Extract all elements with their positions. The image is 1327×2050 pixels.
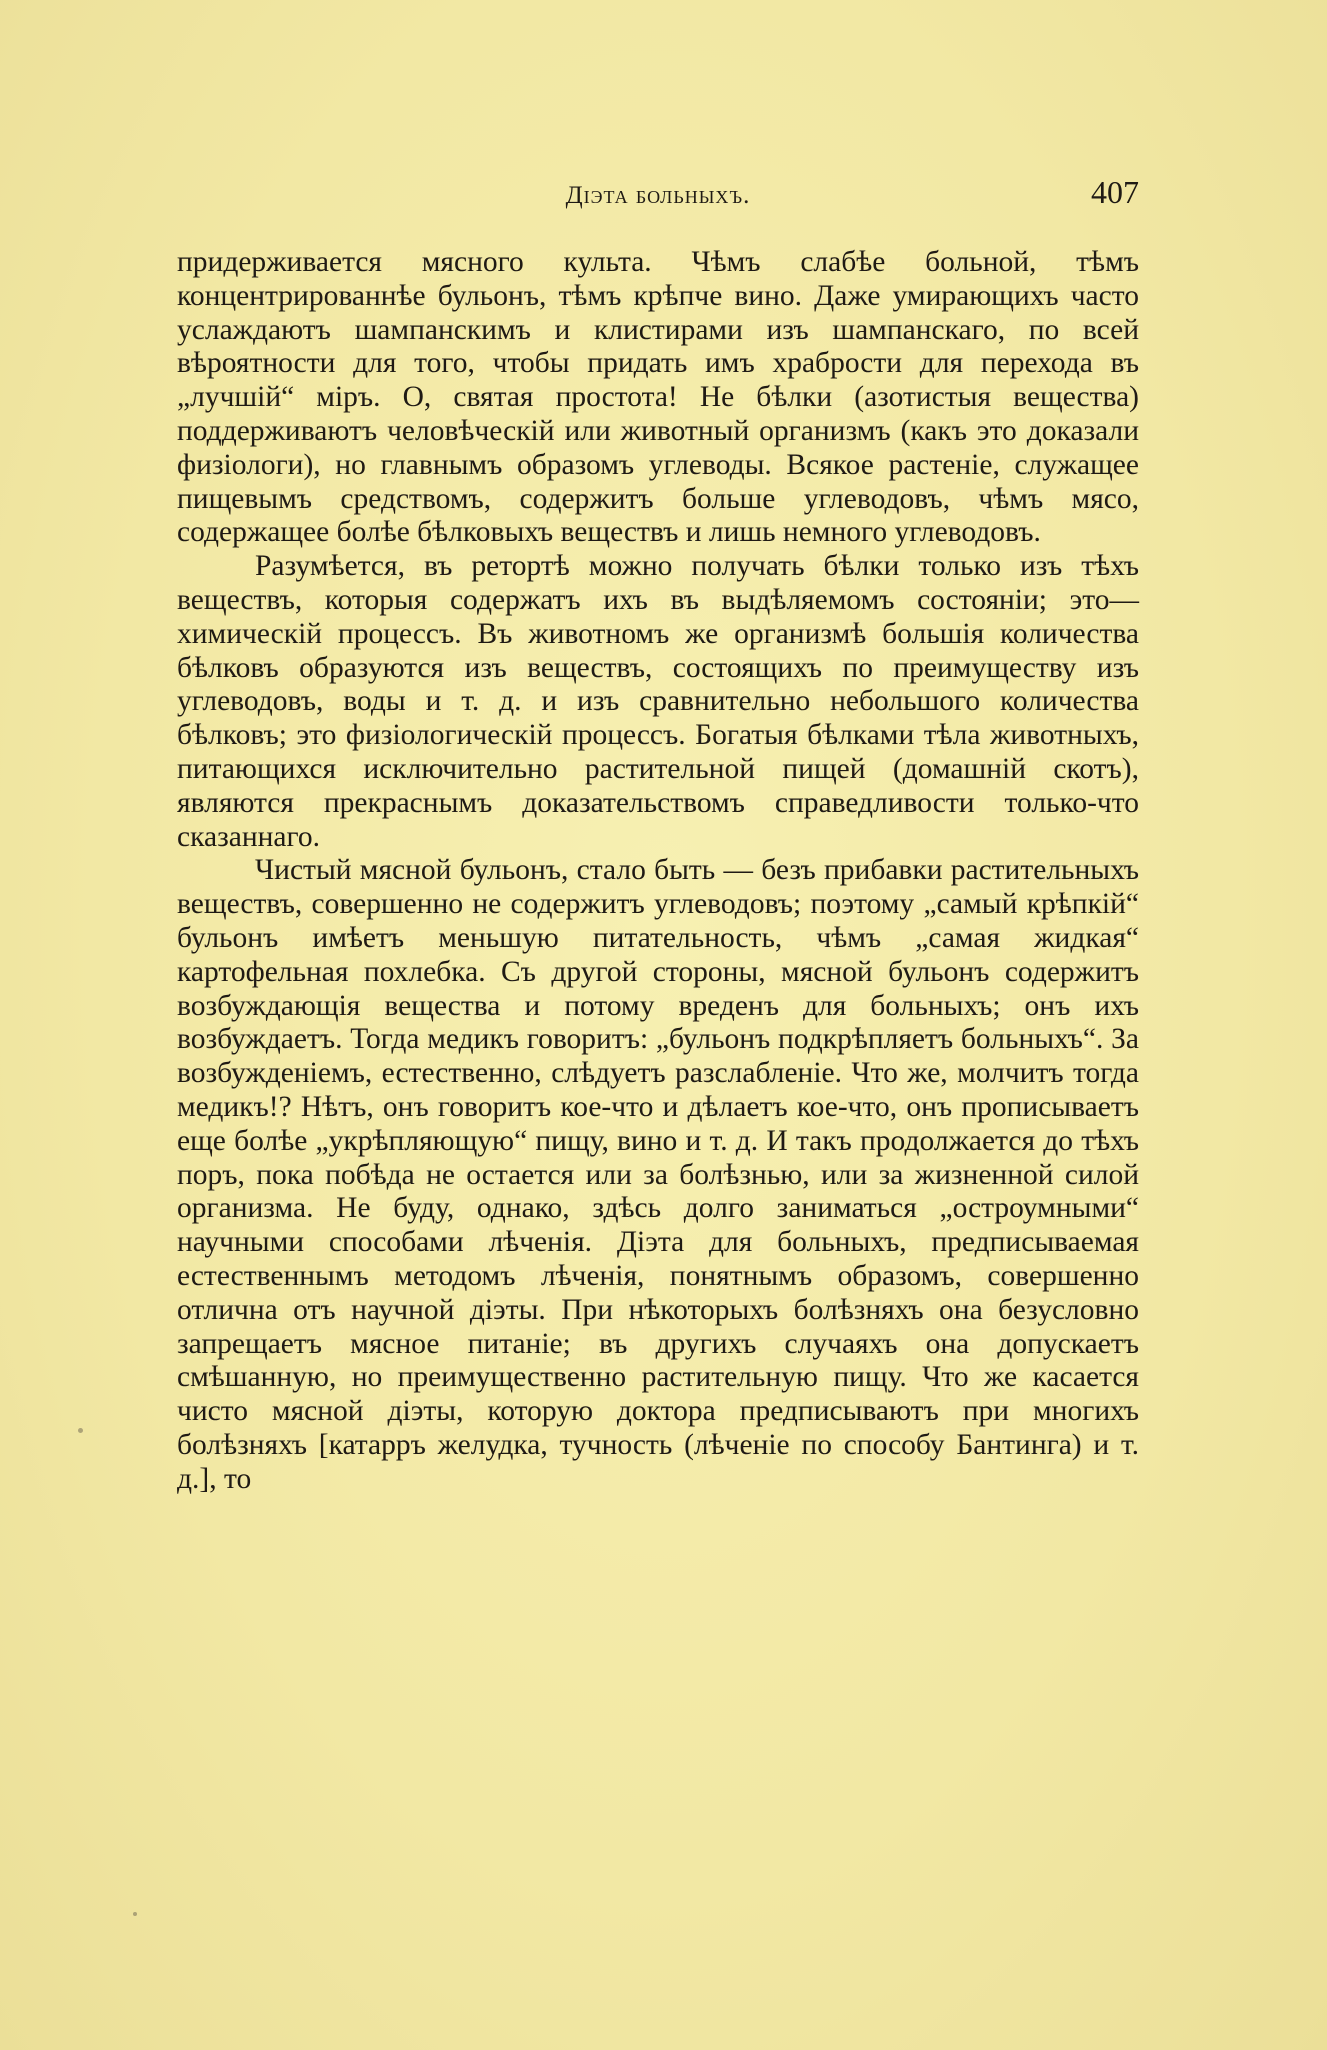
paper-speck	[78, 1428, 83, 1433]
paragraph-3: Чистый мясной бульонъ, стало быть — безъ прибавки растительныхъ веществъ, совершенно не содержитъ углеводовъ; поэтому „самый крѣпкій“ бульонъ имѣетъ меньшую питательность, чѣмъ „самая жидкая“ картофельная похлебка. Съ другой стороны, мясной бульонъ содержитъ возбуждающія вещества и потому вреденъ для больныхъ; онъ ихъ возбуждаетъ. Тогда медикъ говоритъ: „бульонъ подкрѣпляетъ больныхъ“. За возбужденіемъ, естественно, слѣдуетъ разслабленіе. Что же, молчитъ тогда медикъ!? Нѣтъ, онъ говоритъ кое-что и дѣлаетъ кое-что, онъ прописываетъ еще болѣе „укрѣпляющую“ пищу, вино и т. д. И такъ продолжается до тѣхъ поръ, пока побѣда не остается или за болѣзнью, или за жизненной силой организма. Не буду, однако, здѣсь долго заниматься „остроумными“ научными способами лѣченія. Діэта для больныхъ, предписываемая естественнымъ методомъ лѣченія, понятнымъ образомъ, совершенно отлична отъ научной діэты. При нѣкоторыхъ болѣзняхъ она безусловно запрещаетъ мясное питаніе; въ другихъ случаяхъ она допускаетъ смѣшанную, но преимущественно растительную пищу. Что же касается чисто мясной діэты, которую доктора предписываютъ при многихъ болѣзняхъ [катарръ желудка, тучность (лѣченіе по способу Бантинга) и т. д.], то	[177, 854, 1139, 1495]
body-text	[177, 246, 1139, 1496]
page-number: 407	[1091, 174, 1139, 210]
paragraph-2: Разумѣется, въ ретортѣ можно получать бѣлки только изъ тѣхъ веществъ, которыя содержатъ ихъ въ выдѣляемомъ состояніи; это—химическій процессъ. Въ животномъ же организмѣ большія количества бѣлковъ образуются изъ веществъ, состоящихъ по преимуществу изъ углеводовъ, воды и т. д. и изъ сравнительно небольшого количества бѣлковъ; это физіологическій процессъ. Богатыя бѣлками тѣла животныхъ, питающихся исключительно растительной пищей (домашній скотъ), являются прекраснымъ доказательствомъ справедливости только-что сказаннаго.	[177, 550, 1139, 853]
running-head	[177, 174, 1139, 218]
paper-speck	[133, 1912, 137, 1916]
paragraph-1: придерживается мясного культа. Чѣмъ слабѣе больной, тѣмъ концентрированнѣе бульонъ, тѣмъ крѣпче вино. Даже умирающихъ часто услаждаютъ шампанскимъ и клистирами изъ шампанскаго, по всей вѣроятности для того, чтобы придать имъ храбрости для перехода въ „лучшій“ міръ. О, святая простота! Не бѣлки (азотистыя вещества) поддерживаютъ человѣческій или животный организмъ (какъ это доказали физіологи), но главнымъ образомъ углеводы. Всякое растеніе, служащее пищевымъ средствомъ, содержитъ больше углеводовъ, чѣмъ мясо, содержащее болѣе бѣлковыхъ веществъ и лишь немного углеводовъ.	[177, 246, 1139, 549]
running-title: Діэта больныхъ.	[565, 182, 751, 209]
